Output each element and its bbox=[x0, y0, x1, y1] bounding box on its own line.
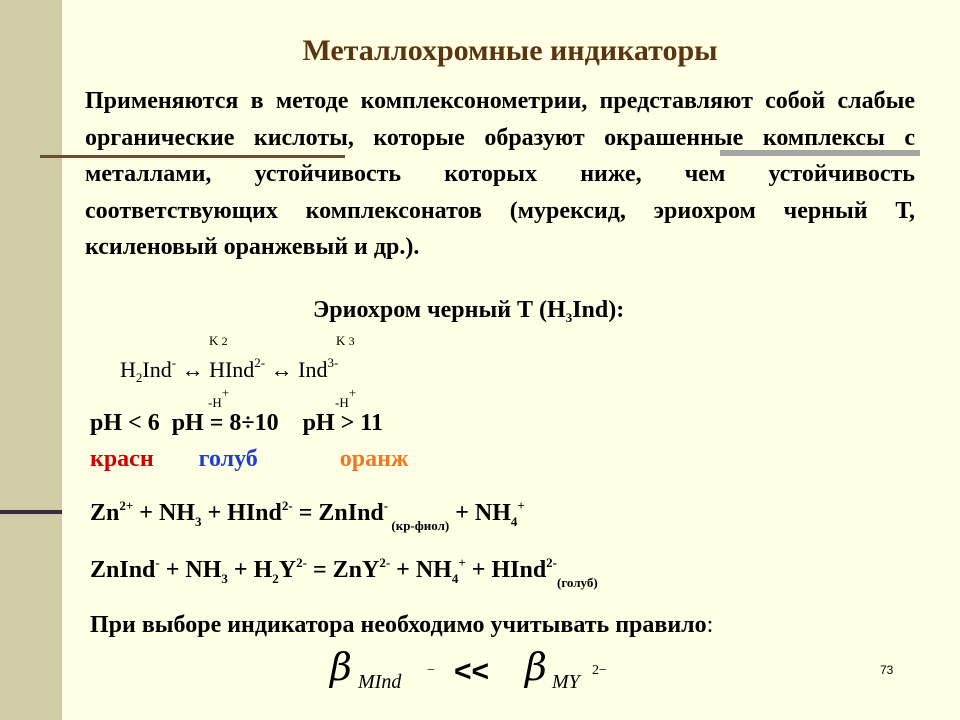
much-less-operator: << bbox=[454, 655, 490, 688]
r2-t5: = ZnY bbox=[306, 557, 380, 583]
sp1-sup: - bbox=[171, 355, 177, 370]
subtitle-text: Эриохром черный Т (Н bbox=[313, 297, 566, 323]
beta-sup-2: 2− bbox=[592, 663, 607, 678]
beta-sub-1: MInd bbox=[358, 671, 402, 693]
r2-t4: Y bbox=[278, 557, 297, 583]
r1-t1: + NH bbox=[133, 500, 195, 526]
color-blue-label: голуб bbox=[198, 446, 258, 472]
r2-t1: ZnInd bbox=[90, 557, 156, 583]
sp3-sup: 3- bbox=[327, 355, 339, 370]
r1-nh3-sub: 3 bbox=[194, 514, 202, 529]
r2-t6: + NH bbox=[390, 557, 452, 583]
body-paragraph: Применяются в методе комплексонометрии, представляют собой слабые органические кислоты, которые образуют окрашенные комплексы с металлами, устойчивость которых ниже, чем устойчивость соответствующих комплексонатов (мурексид, эриохром черный Т, ксиленовый оранжевый и др.). bbox=[85, 88, 915, 260]
h-minus-2-text: -H bbox=[335, 395, 349, 410]
slide-title: Металлохромные индикаторы bbox=[302, 34, 718, 67]
equilibrium-species bbox=[120, 355, 338, 386]
r1-znind-sup: - bbox=[383, 498, 389, 513]
h-minus-2 bbox=[335, 385, 356, 411]
color-orange-label: оранж bbox=[339, 446, 409, 472]
sp2-sup: 2- bbox=[254, 355, 266, 370]
r1-t2: + HInd bbox=[201, 500, 282, 526]
k3-label bbox=[336, 333, 355, 349]
reaction-2 bbox=[90, 555, 598, 591]
k2-label bbox=[209, 333, 228, 349]
equilibrium-arrow-1: ↔ bbox=[181, 357, 204, 382]
rule-sentence bbox=[90, 612, 713, 639]
r1-zn: Zn bbox=[90, 500, 120, 526]
r2-b1: 3 bbox=[221, 571, 228, 586]
ph-b: pH = 8÷10 bbox=[171, 410, 279, 436]
r1-nh4-sup: + bbox=[517, 498, 525, 513]
k3-letter: K bbox=[336, 333, 346, 348]
beta-sup-1: − bbox=[427, 663, 435, 678]
beta-symbol-2: β bbox=[525, 645, 547, 689]
h-minus-1-plus: + bbox=[221, 385, 230, 400]
r1-zn-sup: 2+ bbox=[119, 498, 134, 513]
k3-sub: 3 bbox=[348, 334, 355, 348]
stability-constant-inequality bbox=[330, 645, 630, 705]
r2-s5: 2- bbox=[546, 555, 558, 570]
beta-symbol-1: β bbox=[330, 645, 352, 689]
r2-t3: + H bbox=[227, 557, 273, 583]
sp1-a: H bbox=[120, 357, 136, 382]
page-number: 73 bbox=[880, 663, 894, 677]
rule-colon: : bbox=[706, 612, 714, 638]
k2-sub: 2 bbox=[221, 334, 228, 348]
sp3: Ind bbox=[298, 357, 328, 382]
r1-nh4-sub: 4 bbox=[510, 514, 518, 529]
sp1-b: Ind bbox=[142, 357, 172, 382]
equilibrium-arrow-2: ↔ bbox=[270, 357, 293, 382]
rule-text: При выборе индикатора необходимо учитывать правило bbox=[90, 612, 707, 638]
ph-row bbox=[90, 410, 383, 437]
r1-hind-sup: 2- bbox=[281, 498, 293, 513]
color-red-label: красн bbox=[90, 446, 154, 472]
h-minus-2-plus: + bbox=[348, 385, 357, 400]
beta-sub-2: MY bbox=[552, 671, 580, 693]
indicator-subtitle bbox=[313, 297, 624, 326]
r2-t7: + HInd bbox=[465, 557, 547, 583]
k2-letter: K bbox=[209, 333, 219, 348]
subtitle-end: Ind): bbox=[572, 297, 625, 323]
r1-t3: = ZnInd bbox=[292, 500, 384, 526]
reaction-1 bbox=[90, 498, 525, 534]
ph-a: pH < 6 bbox=[90, 410, 160, 436]
r2-s1: - bbox=[155, 555, 160, 570]
r2-note: (голуб) bbox=[557, 575, 598, 590]
sidebar-panel bbox=[0, 0, 62, 720]
subtitle-sub: 3 bbox=[565, 310, 573, 325]
r2-b3: 4 bbox=[451, 571, 459, 586]
color-row bbox=[90, 446, 408, 473]
h-minus-1 bbox=[208, 385, 229, 411]
ph-c: pH > 11 bbox=[302, 410, 383, 436]
r2-t2: + NH bbox=[159, 557, 222, 583]
sp2: HInd bbox=[209, 357, 255, 382]
sidebar-divider bbox=[0, 510, 62, 514]
sp1-sub: 2 bbox=[135, 370, 143, 385]
equilibrium-scheme bbox=[110, 333, 450, 410]
r2-s3: 2- bbox=[379, 555, 391, 570]
r2-b2: 2 bbox=[272, 571, 279, 586]
r2-s4: + bbox=[458, 555, 466, 570]
r1-note: (кр-фиол) bbox=[388, 518, 450, 533]
h-minus-1-text: -H bbox=[208, 395, 222, 410]
r2-s2: 2- bbox=[296, 555, 307, 570]
r1-t4: + NH bbox=[449, 500, 511, 526]
